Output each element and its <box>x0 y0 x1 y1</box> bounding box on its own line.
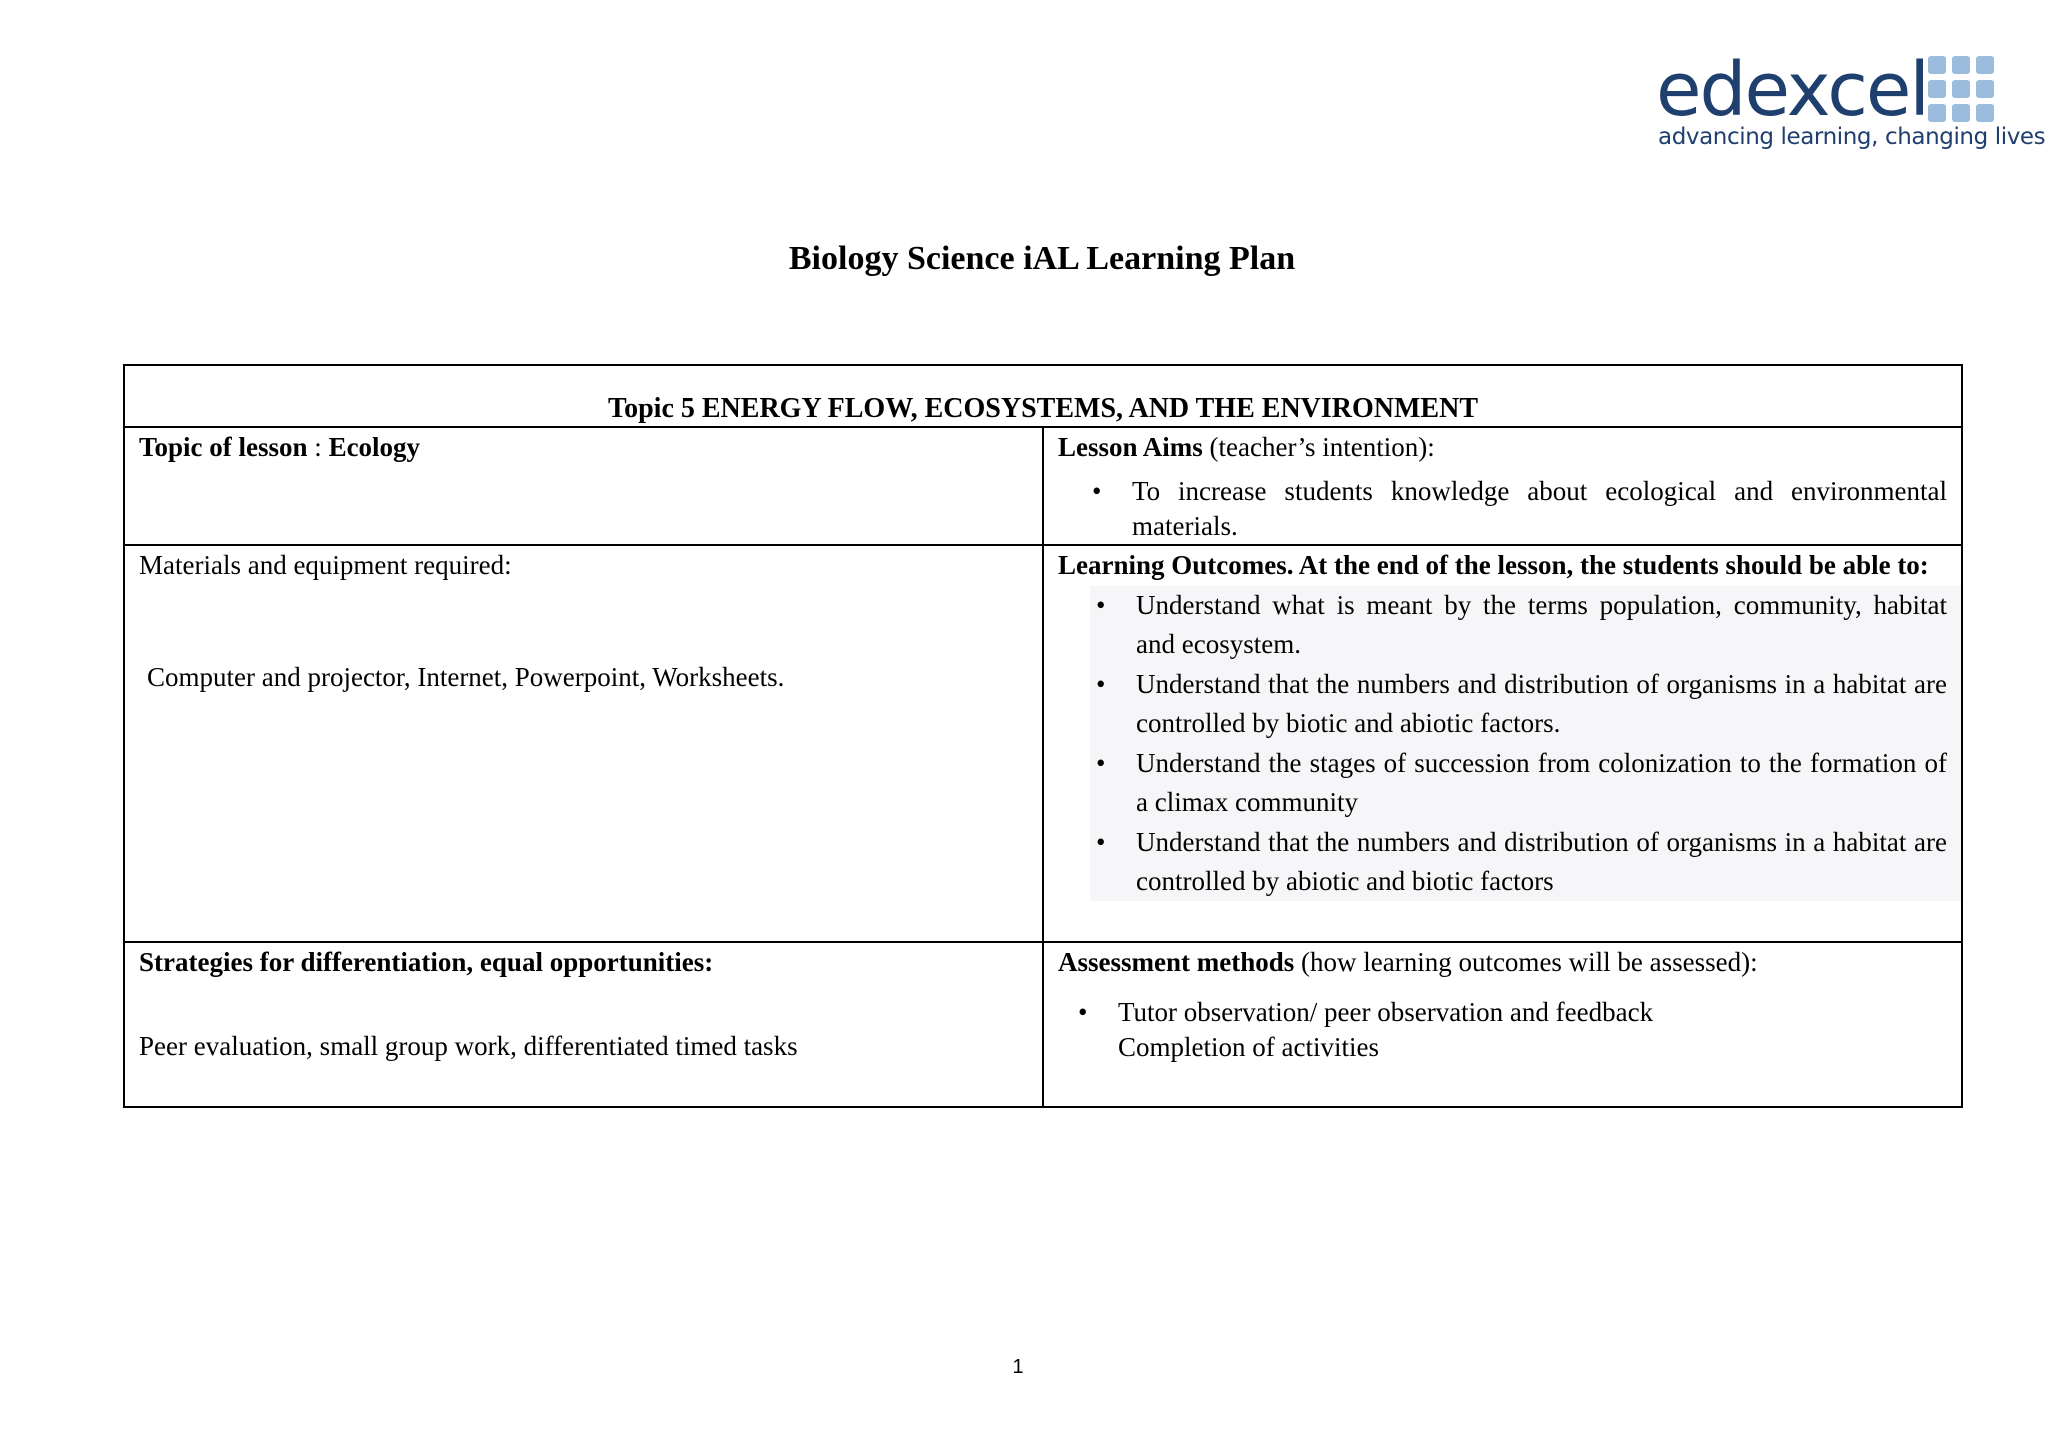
bullet-icon: • <box>1096 669 1106 699</box>
list-item: • Understand that the numbers and distribution of organisms in a habitat are controlled by biotic and abiotic factors. <box>1136 665 1947 743</box>
topic-of-lesson-label: Topic of lesson <box>139 432 308 462</box>
assessment-label: Assessment methods <box>1058 947 1295 977</box>
strategies-value: Peer evaluation, small group work, differentiated timed tasks <box>139 1031 798 1061</box>
learning-outcomes-cell <box>1043 545 1962 942</box>
logo-tagline: advancing learning, changing lives <box>1658 124 2046 150</box>
logo-dots-icon <box>1928 56 1994 122</box>
bullet-icon: • <box>1096 748 1106 778</box>
table-row <box>124 942 1962 1107</box>
assessment-note: (how learning outcomes will be assessed): <box>1301 947 1758 977</box>
lesson-aims-label: Lesson Aims <box>1058 432 1203 462</box>
table-row <box>124 545 1962 942</box>
bullet-icon: • <box>1096 827 1106 857</box>
assessment-cell <box>1043 942 1962 1107</box>
materials-label: Materials and equipment required: <box>139 550 512 580</box>
assessment-list <box>1058 995 1947 1030</box>
logo-wordmark: edexcel <box>1656 47 1928 133</box>
topic-header-row <box>124 365 1962 427</box>
topic-of-lesson-cell <box>124 427 1043 545</box>
label-separator: : <box>307 432 329 462</box>
lesson-aims-list <box>1058 474 1947 544</box>
bullet-icon: • <box>1096 590 1106 620</box>
learning-plan-table <box>123 364 1963 1108</box>
bullet-icon: • <box>1092 476 1102 506</box>
topic-of-lesson-value: Ecology <box>328 432 421 462</box>
strategies-label: Strategies for differentiation, equal opportunities: <box>139 947 714 977</box>
edexcel-logo <box>1656 47 2046 158</box>
page-number: 1 <box>1012 1356 1024 1378</box>
materials-cell <box>124 545 1043 942</box>
list-item: • Understand what is meant by the terms population, community, habitat and ecosystem. <box>1136 586 1947 664</box>
lesson-aims-note: (teacher’s intention): <box>1209 432 1435 462</box>
table-row <box>124 427 1962 545</box>
list-item: • Tutor observation/ peer observation and feedback <box>1118 995 1947 1030</box>
topic-header: Topic 5 ENERGY FLOW, ECOSYSTEMS, AND THE ENVIRONMENT <box>124 365 1962 427</box>
list-item: • Understand the stages of succession from colonization to the formation of a climax community <box>1136 744 1947 822</box>
materials-value: Computer and projector, Internet, Powerpoint, Worksheets. <box>147 662 785 692</box>
assessment-extra: Completion of activities <box>1118 1032 1379 1062</box>
list-item: • Understand that the numbers and distribution of organisms in a habitat are controlled by abiotic and biotic factors <box>1136 823 1947 901</box>
page-title: Biology Science iAL Learning Plan <box>788 240 1296 277</box>
lesson-aims-cell <box>1043 427 1962 545</box>
learning-outcomes-list <box>1090 586 1961 901</box>
list-item: • To increase students knowledge about ecological and environmental materials. <box>1092 476 1947 541</box>
bullet-icon: • <box>1078 997 1088 1027</box>
learning-outcomes-label: Learning Outcomes. At the end of the lesson, the students should be able to: <box>1058 550 1929 580</box>
strategies-cell <box>124 942 1043 1107</box>
